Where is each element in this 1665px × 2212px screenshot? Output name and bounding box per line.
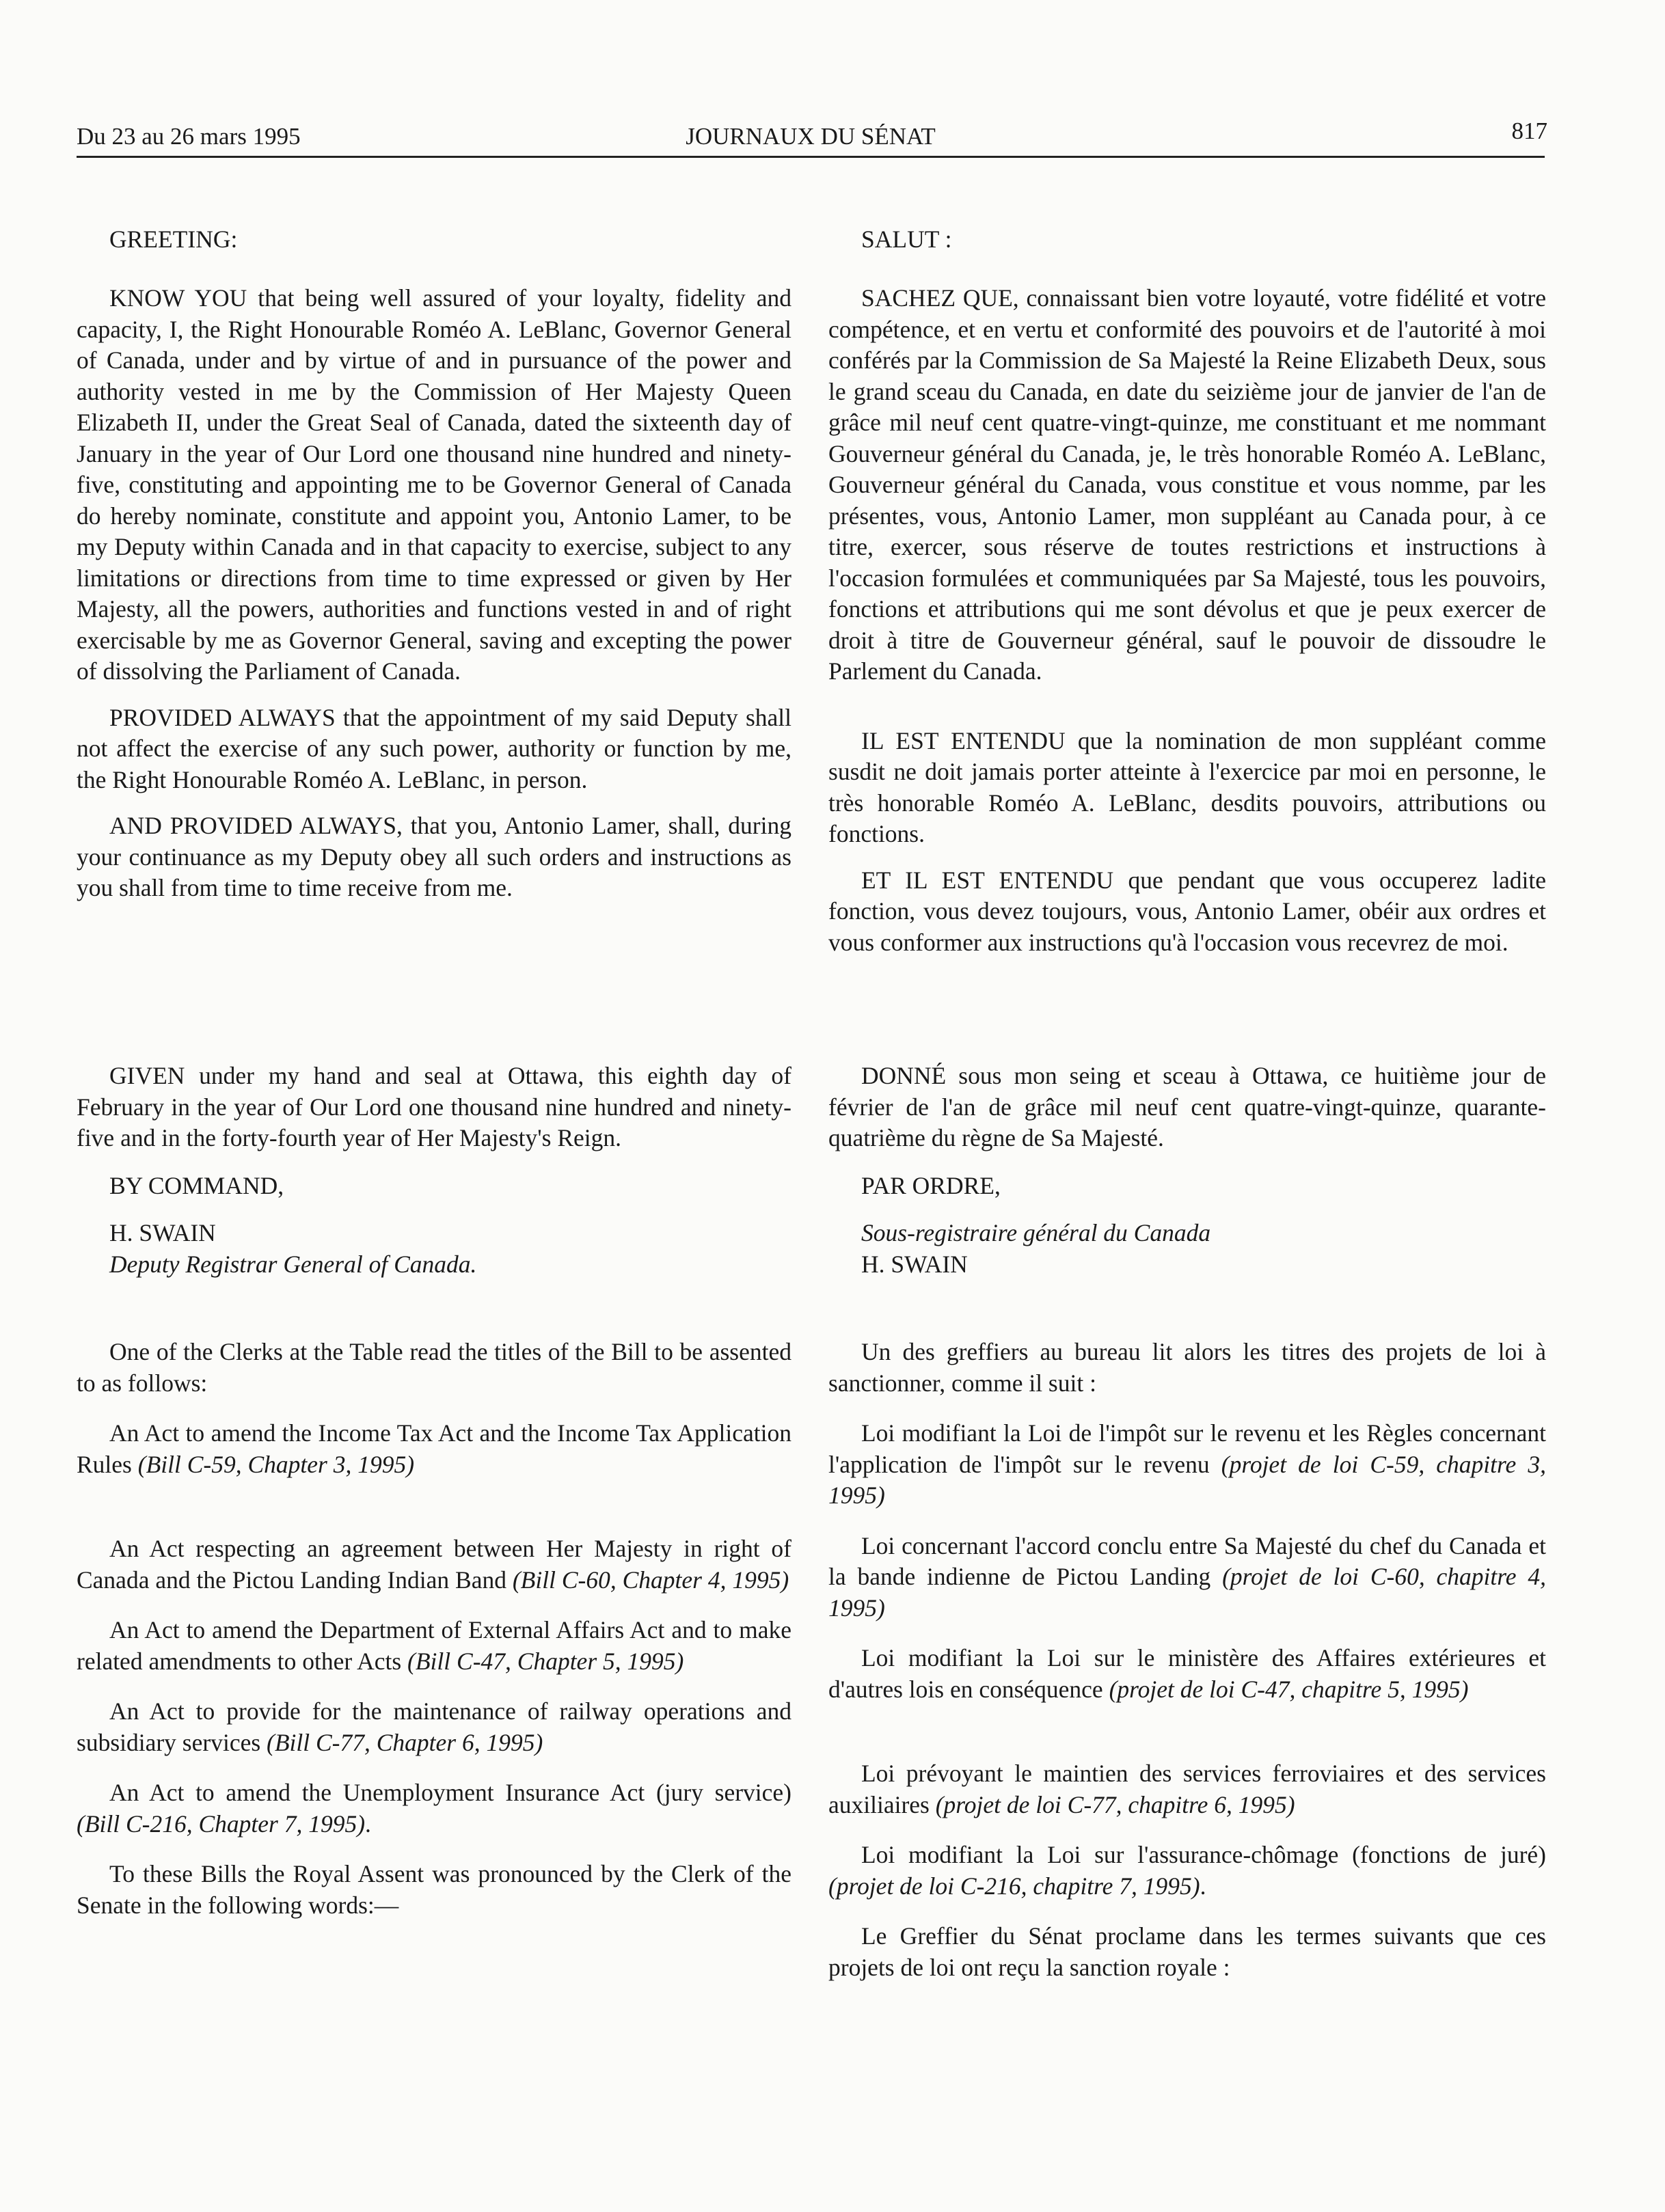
en-proclamation-block — [77, 283, 791, 904]
en-bills-block — [77, 1337, 791, 1921]
fr-signatory-title: Sous-registraire général du Canada — [861, 1219, 1211, 1246]
en-bill-item: An Act respecting an agreement between Her Majesty in right of Canada and the Pictou Landing Indian Band (Bill C-60, Chapter 4, 1995) — [77, 1535, 791, 1594]
en-bill-item: An Act to amend the Unemployment Insurance Act (jury service) (Bill C-216, Chapter 7, 1995). — [77, 1779, 791, 1838]
en-signatory-name: H. SWAIN — [109, 1219, 216, 1246]
en-given-paragraph: GIVEN under my hand and seal at Ottawa, this eighth day of February in the year of Our Lord one thousand nine hundred and ninety-five and in the forty-fourth year of Her Majesty's Reign. — [77, 1062, 791, 1151]
header-journal-title: JOURNAUX DU SÉNAT — [686, 123, 936, 150]
en-bill-item: An Act to amend the Department of External Affairs Act and to make related amendments to other Acts (Bill C-47, Chapter 5, 1995) — [77, 1616, 791, 1675]
en-signatory-title: Deputy Registrar General of Canada. — [109, 1250, 477, 1278]
fr-donne-paragraph: DONNÉ sous mon seing et sceau à Ottawa, ce huitième jour de février de l'an de grâce mil neuf cent quatre-vingt-quinze, quarante-quatrième du règne de Sa Majesté. — [828, 1062, 1546, 1151]
en-royal-assent-paragraph: To these Bills the Royal Assent was pronounced by the Clerk of the Senate in the following words:— — [77, 1860, 791, 1919]
fr-par-ordre: PAR ORDRE, — [861, 1171, 1001, 1199]
fr-bill-item: Loi modifiant la Loi de l'impôt sur le revenu et les Règles concernant l'application de l'impôt sur le revenu (projet de loi C-59, chapitre 3, 1995) — [828, 1419, 1546, 1509]
en-bill-item: An Act to amend the Income Tax Act and the Income Tax Application Rules (Bill C-59, Chapter 3, 1995) — [77, 1419, 791, 1478]
en-and-provided-paragraph: AND PROVIDED ALWAYS, that you, Antonio Lamer, shall, during your continuance as my Deputy obey all such orders and instructions as you shall from time to time receive from me. — [77, 812, 791, 901]
en-greeting-block — [77, 224, 791, 256]
en-bill-item: An Act to provide for the maintenance of railway operations and subsidiary services (Bill C-77, Chapter 6, 1995) — [77, 1697, 791, 1756]
fr-greeting: SALUT : — [861, 226, 952, 253]
fr-bill-item: Loi modifiant la Loi sur le ministère des Affaires extérieures et d'autres lois en conséquence (projet de loi C-47, chapitre 5, 1995) — [828, 1644, 1546, 1703]
fr-royal-assent-paragraph: Le Greffier du Sénat proclame dans les termes suivants que ces projets de loi ont reçu la sanction royale : — [828, 1922, 1546, 1981]
page-number: 817 — [1511, 118, 1547, 144]
en-provided-always-paragraph: PROVIDED ALWAYS that the appointment of my said Deputy shall not affect the exercise of any such power, authority or function by me, the Right Honourable Roméo A. LeBlanc, in person. — [77, 703, 791, 793]
en-given-block — [77, 1061, 791, 1280]
running-header — [77, 118, 1545, 158]
en-know-you-paragraph: KNOW YOU that being well assured of your loyalty, fidelity and capacity, I, the Right Honourable Roméo A. LeBlanc, Governor General of Canada, under and by virtue of and in pursuance of the power and authority vested in me by the Commission of Her Majesty Queen Elizabeth II, under the Great Seal of Canada, dated the sixteenth day of January in the year of Our Lord one thousand nine hundred and ninety-five, constituting and appointing me to be Governor General of Canada do hereby nominate, constitute and appoint you, Antonio Lamer, to be my Deputy within Canada and in that capacity to exercise, subject to any limitations or directions from time to time expressed or given by Her Majesty, all the powers, authorities and functions vested in and of right exercisable by me as Governor General, saving and excepting the power of dissolving the Parliament of Canada. — [77, 284, 791, 685]
en-clerks-read-paragraph: One of the Clerks at the Table read the titles of the Bill to be assented to as follows: — [77, 1338, 791, 1397]
fr-signatory-name: H. SWAIN — [861, 1250, 968, 1278]
en-by-command: BY COMMAND, — [109, 1171, 284, 1199]
fr-bill-item: Loi concernant l'accord conclu entre Sa Majesté du chef du Canada et la bande indienne de Pictou Landing (projet de loi C-60, chapitre 4, 1995) — [828, 1531, 1546, 1622]
fr-sachez-que-paragraph: SACHEZ QUE, connaissant bien votre loyauté, votre fidélité et votre compétence, et en vertu et conformité des pouvoirs et de l'autorité à moi conférés par la Commission de Sa Majesté la Reine Elizabeth Deux, sous le grand sceau du Canada, en date du seizième jour de janvier de l'an de grâce mil neuf cent quatre-vingt-quinze, me constituant et me nommant Gouverneur général du Canada, je, le très honorable Roméo A. LeBlanc, Gouverneur général du Canada, vous constitue et vous nomme, par les présentes, vous, Antonio Lamer, mon suppléant au Canada pour, à ce titre, exercer, sous réserve de toutes restrictions et instructions à l'occasion formulées et communiquées par Sa Majesté, tous les pouvoirs, fonctions et attributions qui me sont dévolus et que je peux exercer de droit à titre de Gouverneur général, sauf le pouvoir de dissoudre le Parlement du Canada. — [828, 284, 1546, 685]
fr-greeting-block — [828, 224, 1546, 256]
fr-proclamation-block — [828, 283, 1546, 958]
fr-et-il-est-entendu-paragraph: ET IL EST ENTENDU que pendant que vous occuperez ladite fonction, vous devez toujours, vous, Antonio Lamer, obéir aux ordres et vous conformer aux instructions qu'à l'occasion vous recevrez de moi. — [828, 866, 1546, 956]
header-date-range: Du 23 au 26 mars 1995 — [77, 123, 301, 150]
fr-bill-item: Loi modifiant la Loi sur l'assurance-chômage (fonctions de juré) (projet de loi C-216, chapitre 7, 1995). — [828, 1841, 1546, 1900]
fr-given-block — [828, 1061, 1546, 1280]
fr-bill-item: Loi prévoyant le maintien des services ferroviaires et des services auxiliaires (projet de loi C-77, chapitre 6, 1995) — [828, 1760, 1546, 1818]
fr-il-est-entendu-paragraph: IL EST ENTENDU que la nomination de mon suppléant comme susdit ne doit jamais porter atteinte à l'exercice par moi en personne, le très honorable Roméo A. LeBlanc, desdits pouvoirs, attributions ou fonctions. — [828, 726, 1546, 847]
fr-bills-block — [828, 1337, 1546, 1983]
en-greeting: GREETING: — [109, 226, 238, 253]
fr-clerks-read-paragraph: Un des greffiers au bureau lit alors les titres des projets de loi à sanctionner, comme il suit : — [828, 1338, 1546, 1397]
